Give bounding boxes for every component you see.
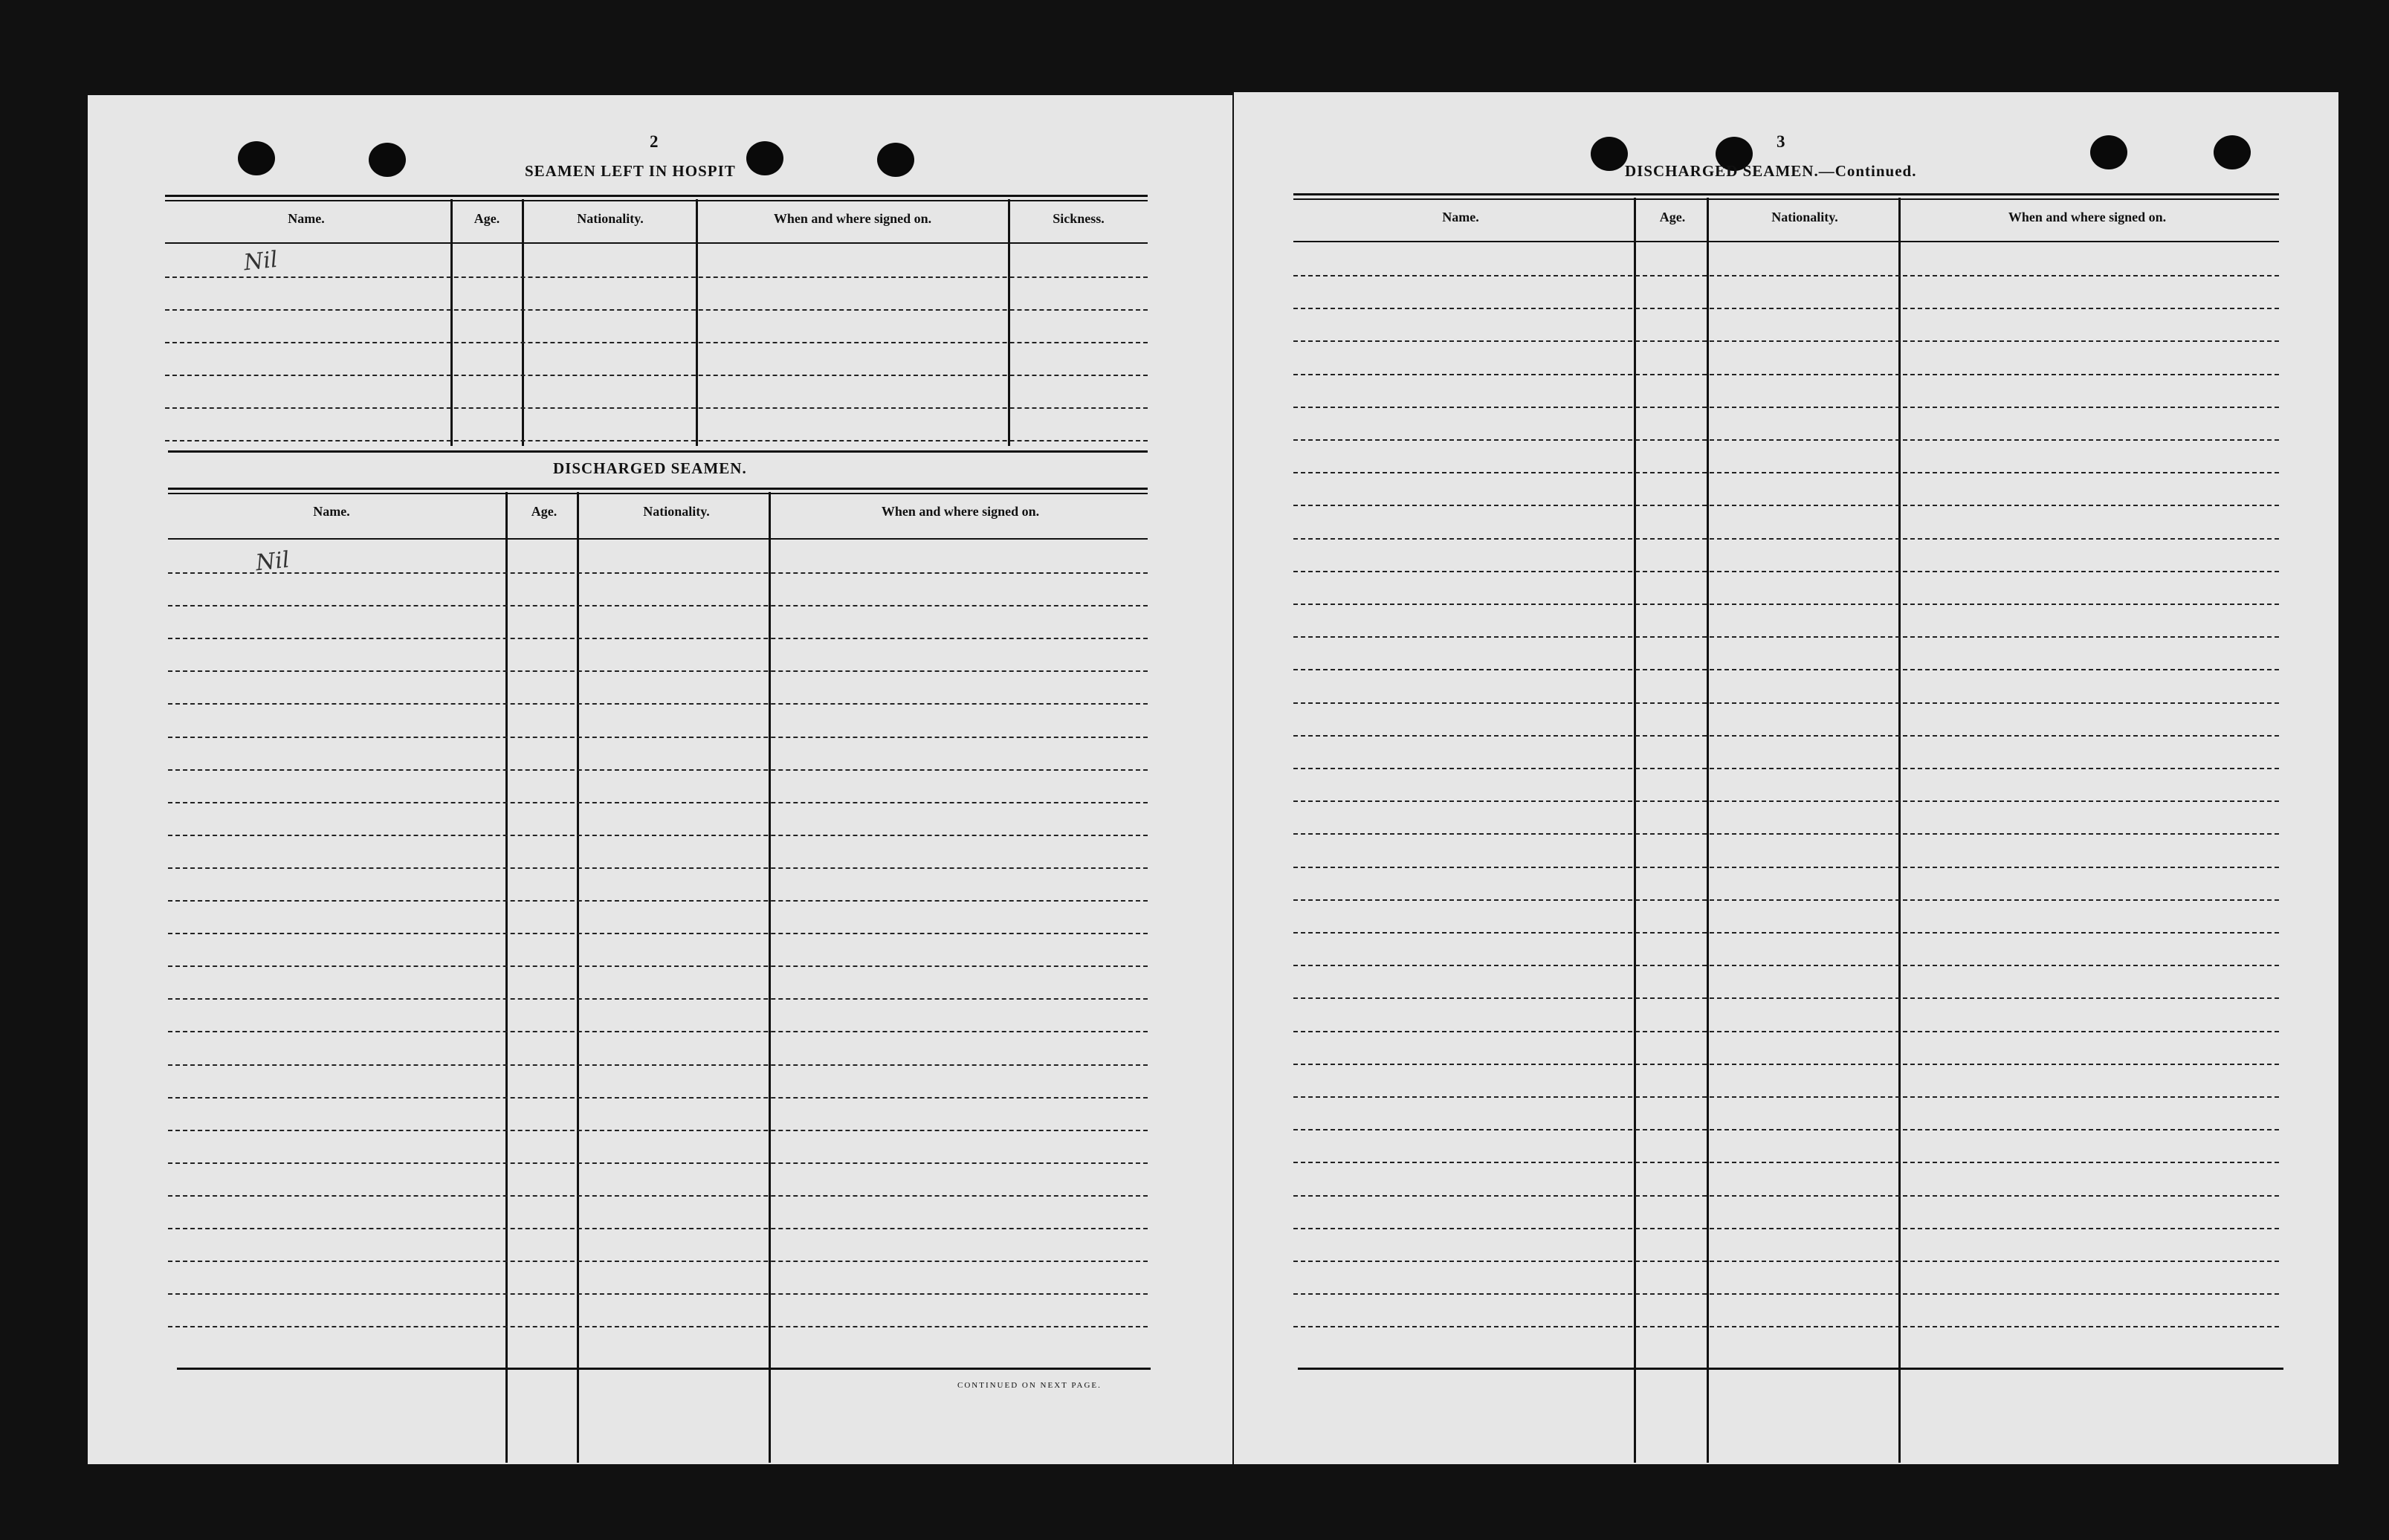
punch-hole (2090, 135, 2127, 169)
entry-line (1293, 1064, 2279, 1065)
entry-line (165, 309, 1148, 311)
entry-line (168, 638, 1148, 639)
entry-line (165, 440, 1148, 441)
entry-line (168, 1326, 1148, 1327)
entry-line (1293, 768, 2279, 769)
punch-hole (877, 143, 914, 177)
entry-line (168, 737, 1148, 738)
right-form-page (1234, 92, 2338, 1464)
entry-line (168, 1293, 1148, 1295)
header-underline (165, 242, 1148, 244)
entry-line (1293, 374, 2279, 375)
column-header-name: Name. (1442, 210, 1479, 224)
column-divider (696, 199, 698, 446)
column-header-age: Age. (1659, 210, 1686, 224)
punch-hole (1591, 137, 1628, 171)
entry-line (1293, 899, 2279, 901)
left-form-page (88, 95, 1232, 1464)
entry-line (1293, 932, 2279, 934)
column-header-sickness: Sickness. (1053, 211, 1105, 226)
entry-line (1293, 275, 2279, 276)
column-divider (1707, 198, 1709, 1463)
entry-line (168, 572, 1148, 574)
header-underline (168, 538, 1148, 540)
entry-line (1293, 1228, 2279, 1229)
hospital-section-title: SEAMEN LEFT IN HOSPIT (525, 162, 736, 180)
entry-line (1293, 571, 2279, 572)
entry-line (1293, 1162, 2279, 1163)
entry-line (1293, 439, 2279, 441)
column-header-signed-on: When and where signed on. (881, 504, 1040, 519)
entry-line (168, 605, 1148, 606)
entry-line (1293, 407, 2279, 408)
entry-line (1293, 1195, 2279, 1197)
entry-line (1293, 1261, 2279, 1262)
page-number: 2 (650, 132, 659, 151)
column-header-name: Name. (313, 504, 350, 519)
column-header-age: Age. (473, 211, 500, 226)
table-top-rule (1293, 198, 2279, 200)
entry-line (1293, 340, 2279, 342)
table-top-rule (1293, 193, 2279, 195)
column-divider (522, 199, 524, 446)
punch-hole (369, 143, 406, 177)
page-number: 3 (1777, 132, 1785, 151)
entry-line (168, 900, 1148, 902)
handwritten-nil: Nil (242, 246, 279, 276)
entry-line (1293, 636, 2279, 638)
handwritten-nil: Nil (254, 546, 291, 577)
table-top-rule (168, 493, 1148, 494)
entry-line (1293, 800, 2279, 802)
entry-line (168, 670, 1148, 672)
entry-line (168, 1162, 1148, 1164)
entry-line (168, 998, 1148, 1000)
entry-line (165, 375, 1148, 376)
entry-line (1293, 867, 2279, 868)
entry-line (168, 867, 1148, 869)
entry-line (1293, 702, 2279, 704)
entry-line (1293, 1326, 2279, 1327)
entry-line (165, 342, 1148, 343)
column-divider (1634, 198, 1636, 1463)
entry-line (168, 703, 1148, 705)
punch-hole (746, 141, 783, 175)
continued-note: CONTINUED ON NEXT PAGE. (957, 1381, 1102, 1390)
header-underline (1293, 241, 2279, 242)
column-header-age: Age. (531, 504, 557, 519)
column-divider (450, 199, 453, 446)
page-title: DISCHARGED SEAMEN.—Continued. (1625, 162, 1917, 180)
entry-line (1293, 604, 2279, 605)
entry-line (1293, 1129, 2279, 1130)
table-bottom-rule (177, 1368, 1151, 1370)
entry-line (168, 1228, 1148, 1229)
punch-hole (238, 141, 275, 175)
punch-hole (2214, 135, 2251, 169)
column-divider (1898, 198, 1901, 1463)
entry-line (1293, 669, 2279, 670)
entry-line (168, 835, 1148, 836)
table-top-rule (165, 195, 1148, 197)
column-header-nationality: Nationality. (1771, 210, 1838, 224)
entry-line (168, 1195, 1148, 1197)
column-header-signed-on: When and where signed on. (773, 211, 932, 226)
entry-line (168, 802, 1148, 803)
column-header-nationality: Nationality. (643, 504, 710, 519)
entry-line (1293, 1096, 2279, 1098)
column-header-nationality: Nationality. (577, 211, 644, 226)
discharged-section-title: DISCHARGED SEAMEN. (553, 459, 747, 477)
entry-line (168, 1261, 1148, 1262)
table-bottom-rule (1298, 1368, 2283, 1370)
entry-line (1293, 965, 2279, 966)
entry-line (168, 1064, 1148, 1066)
entry-line (1293, 538, 2279, 540)
table-top-rule (165, 200, 1148, 201)
entry-line (168, 769, 1148, 771)
entry-line (1293, 735, 2279, 737)
column-header-signed-on: When and where signed on. (2008, 210, 2167, 224)
entry-line (1293, 833, 2279, 835)
entry-line (168, 965, 1148, 967)
entry-line (1293, 997, 2279, 999)
entry-line (168, 933, 1148, 934)
entry-line (168, 1130, 1148, 1131)
entry-line (1293, 505, 2279, 506)
entry-line (168, 1031, 1148, 1032)
column-divider (1008, 199, 1010, 446)
entry-line (1293, 472, 2279, 473)
entry-line (1293, 1293, 2279, 1295)
entry-line (165, 407, 1148, 409)
table-top-rule (168, 488, 1148, 490)
section-rule (168, 450, 1148, 453)
entry-line (1293, 1031, 2279, 1032)
entry-line (165, 276, 1148, 278)
column-header-name: Name. (288, 211, 325, 226)
entry-line (1293, 308, 2279, 309)
entry-line (168, 1097, 1148, 1099)
